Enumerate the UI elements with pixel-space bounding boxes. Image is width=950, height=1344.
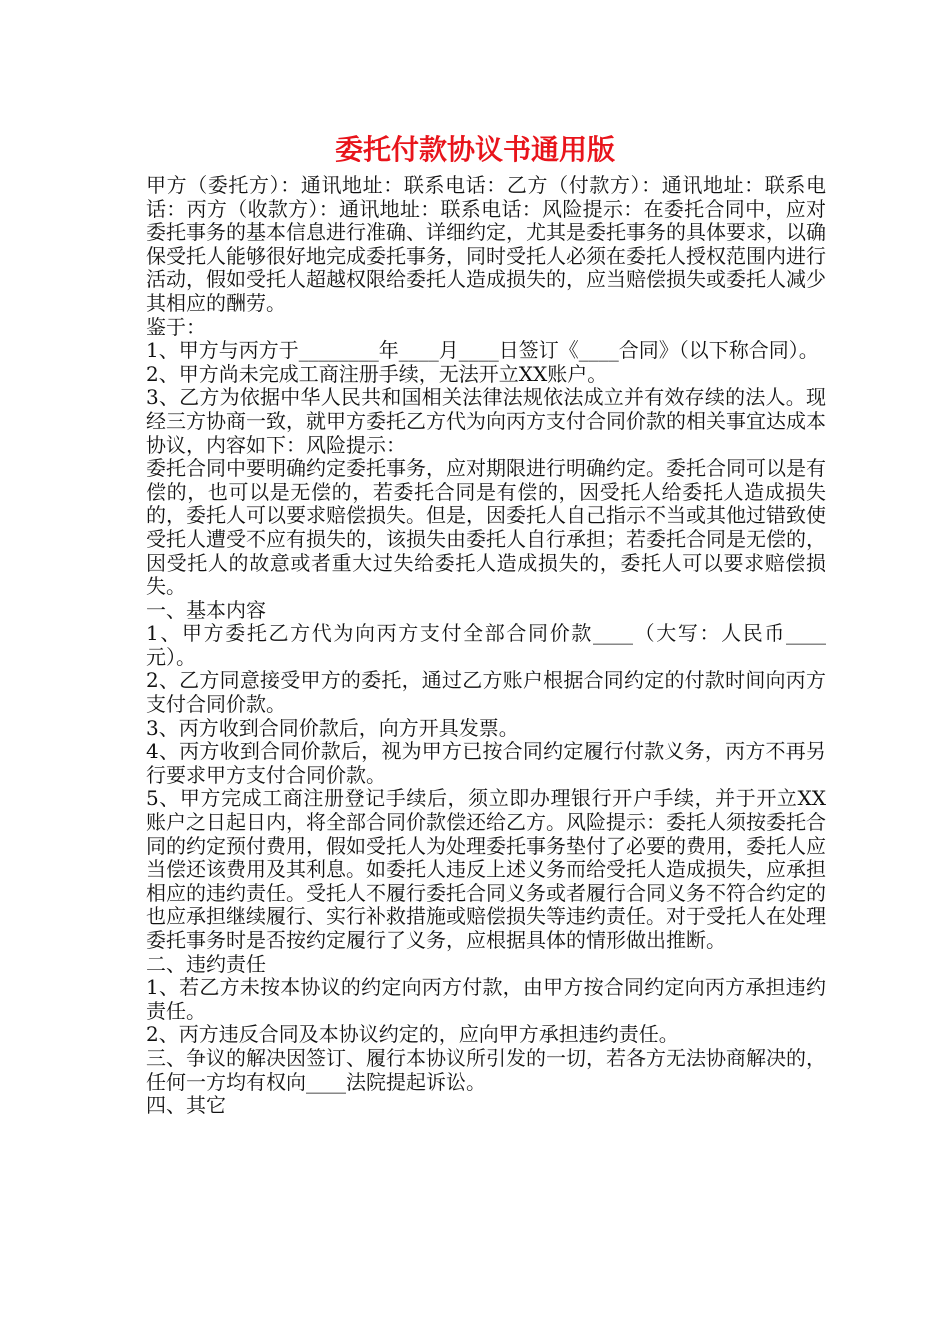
paragraph-basic-2: 2、乙方同意接受甲方的委托，通过乙方账户根据合同约定的付款时间向丙方支付合同价款。 bbox=[146, 668, 826, 717]
paragraph-basic-5: 5、甲方完成工商注册登记手续后，须立即办理银行开户手续，并于开立XX账户之日起日内，将全部合同价款偿还给乙方。风险提示：委托人须按委托合同的约定预付费用，假如受托人为处理委托事务垫付了必要的费用，委托人应当偿还该费用及其利息。如委托人违反上述义务而给受托人造成损失，应承担相应的违约责任。受托人不履行委托合同义务或者履行合同义务不符合约定的也应承担继续履行、实行补救措施或赔偿损失等违约责任。对于受托人在处理委托事务时是否按约定履行了义务，应根据具体的情形做出推断。 bbox=[146, 786, 826, 952]
paragraph-whereas-1: 1、甲方与丙方于________年____月____日签订《____合同》（以下称合同）。 bbox=[146, 338, 819, 363]
paragraph-basic-3: 3、丙方收到合同价款后，向方开具发票。 bbox=[146, 715, 519, 740]
section-heading-basic: 一、基本内容 bbox=[146, 597, 266, 622]
paragraph-liability-2: 2、丙方违反合同及本协议约定的，应向甲方承担违约责任。 bbox=[146, 1022, 679, 1047]
paragraph-whereas: 鉴于： bbox=[146, 314, 206, 339]
paragraph-parties: 甲方（委托方）：通讯地址：联系电话：乙方（付款方）：通讯地址：联系电话：丙方（收款方）：通讯地址：联系电话：风险提示：在委托合同中，应对委托事务的基本信息进行准确、详细约定，尤其是委托事务的具体要求，以确保受托人能够很好地完成委托事务，同时受托人必须在委托人授权范围内进行活动，假如受托人超越权限给委托人造成损失的，应当赔偿损失或委托人减少其相应的酬劳。 bbox=[146, 173, 826, 315]
paragraph-risk-note: 委托合同中要明确约定委托事务，应对期限进行明确约定。委托合同可以是有偿的，也可以是无偿的，若委托合同是有偿的，因受托人给委托人造成损失的，委托人可以要求赔偿损失。但是，因委托人自己指示不当或其他过错致使受托人遭受不应有损失的，该损失由委托人自行承担；若委托合同是无偿的，因受托人的故意或者重大过失给委托人造成损失的，委托人可以要求赔偿损失。 bbox=[146, 456, 826, 599]
paragraph-basic-4: 4、丙方收到合同价款后，视为甲方已按合同约定履行付款义务，丙方不再另行要求甲方支付合同价款。 bbox=[146, 739, 826, 787]
paragraph-whereas-2: 2、甲方尚未完成工商注册手续，无法开立XX账户。 bbox=[146, 361, 608, 386]
document-title: 委托付款协议书通用版 bbox=[334, 133, 615, 166]
paragraph-dispute: 三、争议的解决因签订、履行本协议所引发的一切，若各方无法协商解决的，任何一方均有权向____法院提起诉讼。 bbox=[146, 1045, 826, 1094]
section-heading-other: 四、其它 bbox=[146, 1093, 226, 1118]
paragraph-basic-1: 1、甲方委托乙方代为向丙方支付全部合同价款____（大写：人民币____元）。 bbox=[146, 621, 826, 669]
document-body bbox=[146, 174, 826, 1118]
section-heading-liability: 二、违约责任 bbox=[146, 951, 266, 976]
paragraph-liability-1: 1、若乙方未按本协议的约定向丙方付款，由甲方按合同约定向丙方承担违约责任。 bbox=[146, 975, 826, 1023]
paragraph-whereas-3: 3、乙方为依据中华人民共和国相关法律法规依法成立并有效存续的法人。现经三方协商一致，就甲方委托乙方代为向丙方支付合同价款的相关事宜达成本协议，内容如下：风险提示： bbox=[146, 385, 826, 457]
